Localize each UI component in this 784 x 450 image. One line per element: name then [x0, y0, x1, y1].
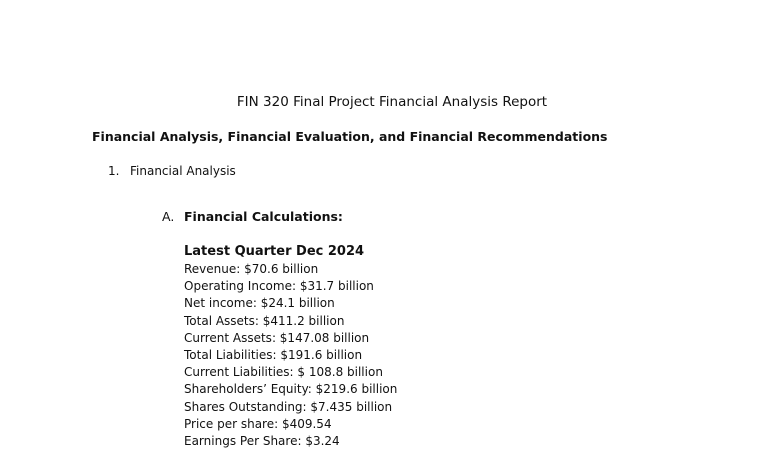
- financial-metrics-list: [184, 261, 397, 450]
- numbered-list-item: [108, 163, 236, 180]
- metric-net-income: Net income: $24.1 billion: [184, 296, 335, 311]
- metric-operating-income: Operating Income: $31.7 billion: [184, 279, 374, 294]
- section-heading: Financial Analysis, Financial Evaluation, and Financial Recommendations: [92, 129, 608, 144]
- metric-current-assets: Current Assets: $147.08 billion: [184, 330, 370, 345]
- metric-total-liabilities: Total Liabilities: $191.6 billion: [184, 348, 363, 363]
- lettered-sub-item: [162, 208, 343, 226]
- list-number: 1.: [108, 164, 120, 178]
- sub-item-label: Financial Calculations:: [184, 209, 343, 224]
- metric-current-liabilities: Current Liabilities: $ 108.8 billion: [184, 365, 383, 380]
- metric-total-assets: Total Assets: $411.2 billion: [184, 313, 345, 328]
- metric-revenue: Revenue: $70.6 billion: [184, 262, 319, 276]
- metric-earnings-per-share: Earnings Per Share: $3.24: [184, 434, 340, 449]
- metric-shareholders-equity: Shareholders’ Equity: $219.6 billion: [184, 382, 398, 397]
- sub-item-letter: A.: [162, 209, 175, 224]
- metric-price-per-share: Price per share: $409.54: [184, 416, 332, 431]
- list-item-label: Financial Analysis: [130, 164, 236, 178]
- metric-shares-outstanding: Shares Outstanding: $7.435 billion: [184, 399, 393, 414]
- quarter-heading: Latest Quarter Dec 2024: [184, 244, 365, 259]
- document-title: FIN 320 Final Project Financial Analysis Report: [236, 94, 548, 110]
